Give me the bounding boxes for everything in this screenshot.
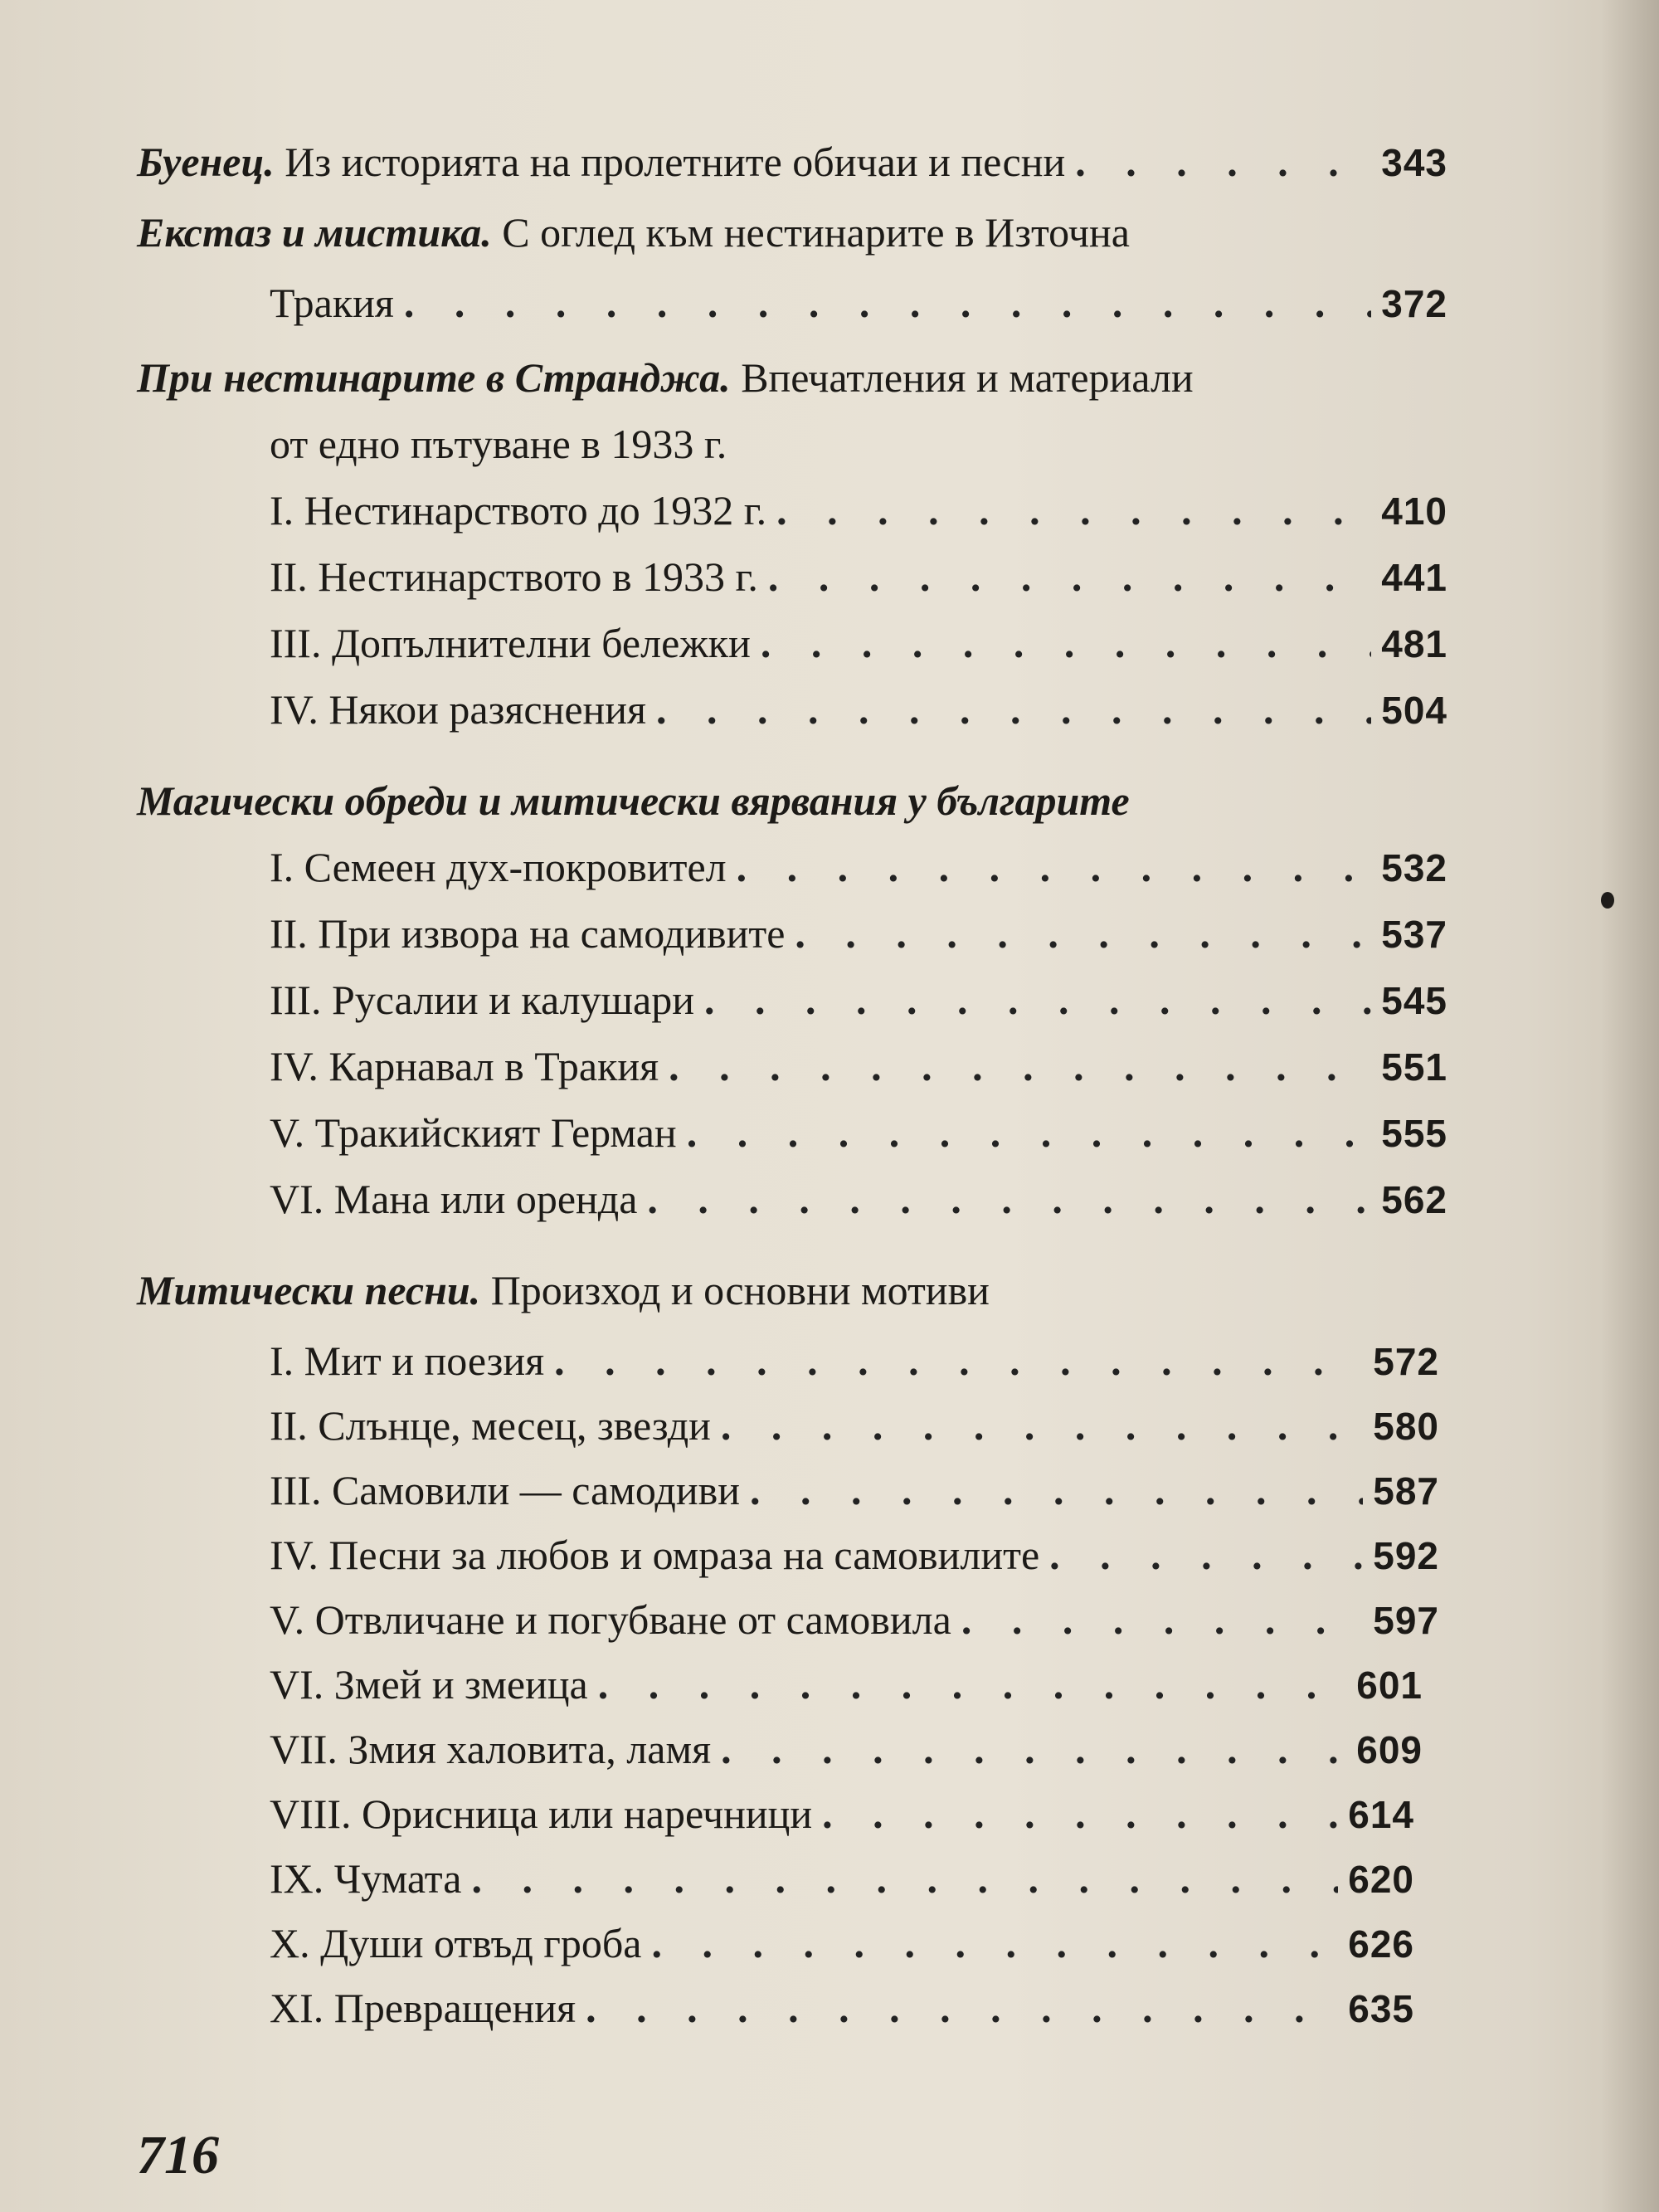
toc-subentry [270,548,1447,606]
toc-subentry [270,680,1447,738]
toc-subentry [270,1104,1447,1162]
page-number: 372 [1381,282,1447,325]
subentry-label: II. Нестинарството в 1933 г. [270,553,758,600]
dot-leader [404,274,1371,332]
dot-leader [471,1849,1338,1907]
toc-entry-continuation [270,274,1447,332]
page-number: 587 [1373,1469,1439,1513]
dot-leader [768,548,1371,606]
toc-subentry [270,1655,1423,1713]
dot-leader [669,1037,1371,1095]
page-number: 572 [1373,1340,1439,1383]
page-number: 562 [1381,1178,1447,1221]
toc-subentry [270,1785,1414,1843]
subentry-label: V. Отвличане и погубване от самовила [270,1596,951,1643]
toc-subentry [270,1526,1439,1584]
entry-title: Екстаз и мистика. [137,209,492,256]
toc-subentry [270,1591,1439,1649]
subentry-label: VI. Мана или оренда [270,1176,638,1222]
page-number: 441 [1381,556,1447,599]
dot-leader [647,1170,1371,1228]
toc-subentry [270,1720,1423,1778]
page-number: 481 [1381,622,1447,665]
dot-leader [750,1461,1363,1519]
dot-leader [721,1396,1363,1454]
dot-leader [1049,1526,1363,1584]
toc-subentry [270,1849,1414,1907]
toc-subentry [270,614,1447,672]
toc-subentry [270,1396,1439,1454]
toc-subentry [270,1170,1447,1228]
dot-leader [598,1655,1347,1713]
subentry-label: V. Тракийският Герман [270,1109,677,1156]
dot-leader [656,680,1371,738]
subentry-label: VI. Змей и змеица [270,1661,588,1708]
subentry-label: II. Слънце, месец, звезди [270,1402,711,1449]
dot-leader [554,1332,1363,1390]
page-number: 601 [1356,1664,1423,1707]
subentry-label: III. Допълнителни бележки [270,620,751,666]
dot-leader [721,1720,1346,1778]
toc-subentry [270,1914,1414,1972]
dot-leader [822,1785,1338,1843]
dot-leader [776,481,1371,539]
entry-subtitle: Впечатления и материали [730,354,1194,401]
subentry-label: I. Нестинарството до 1932 г. [270,487,767,534]
dot-leader [1075,133,1371,191]
subentry-label: IV. Някои разяснения [270,686,647,733]
subentry-label: VII. Змия халовита, ламя [270,1726,712,1772]
toc-subentry [270,904,1447,962]
section-title: Магически обреди и митически вярвания у българите [137,777,1130,824]
toc-entry [137,203,1130,261]
dot-leader [704,971,1371,1029]
page-number: 626 [1348,1922,1414,1966]
page-folio-number: 716 [137,2125,219,2185]
page-number: 614 [1348,1793,1414,1836]
dot-leader [687,1104,1372,1162]
page-number: 635 [1348,1987,1414,2030]
dot-leader [737,838,1372,896]
subentry-label: II. При извора на самодивите [270,910,786,957]
page-number: 609 [1356,1728,1423,1771]
entry-title: Митически песни. [137,1267,481,1313]
toc-subentry [270,1037,1447,1095]
dot-leader [651,1914,1338,1972]
page-number: 410 [1381,490,1447,533]
entry-title: При нестинарите в Странджа. [137,354,731,401]
subentry-label: VIII. Орисница или наречници [270,1791,813,1837]
toc-subentry [270,1461,1439,1519]
toc-entry [137,1261,990,1319]
page-number: 532 [1381,846,1447,889]
entry-continuation: Тракия [270,280,394,326]
subentry-label: IV. Карнавал в Тракия [270,1043,659,1089]
dot-leader [795,904,1371,962]
toc-entry [137,133,1447,191]
page-number: 504 [1381,689,1447,732]
toc-subentry [270,1332,1439,1390]
subentry-label: I. Мит и поезия [270,1337,545,1384]
subentry-label: III. Русалии и калушари [270,977,694,1023]
toc-subentry [270,481,1447,539]
ink-mark [1601,892,1614,909]
page-number: 551 [1381,1045,1447,1089]
page-number: 343 [1381,141,1447,184]
page-number: 597 [1373,1599,1439,1642]
toc-subentry [270,838,1447,896]
subentry-label: X. Души отвъд гроба [270,1920,642,1966]
toc-entry [137,348,1447,407]
subentry-label: III. Самовили — самодиви [270,1467,740,1513]
dot-leader [961,1591,1363,1649]
entry-subtitle: Из историята на пролетните обичаи и песни [274,139,1066,185]
subentry-label: IV. Песни за любов и омраза на самовилите [270,1532,1040,1578]
entry-title: Буенец. [137,139,275,185]
toc-subentry [270,1979,1414,2037]
toc-subentry [270,971,1447,1029]
subentry-label: IX. Чумата [270,1855,462,1902]
entry-subtitle: С оглед към нестинарите в Източна [491,209,1130,256]
page-number: 537 [1381,913,1447,956]
entry-subtitle: Произход и основни мотиви [480,1267,990,1313]
dot-leader [586,1979,1338,2037]
page-number: 555 [1381,1112,1447,1155]
page-number: 592 [1373,1534,1439,1577]
entry-continuation: от едно пътуване в 1933 г. [270,421,727,467]
page-number: 620 [1348,1858,1414,1901]
page-number: 580 [1373,1405,1439,1448]
dot-leader [761,614,1371,672]
subentry-label: XI. Превращения [270,1985,577,2031]
subentry-label: I. Семеен дух-покровител [270,844,727,890]
page-number: 545 [1381,979,1447,1022]
